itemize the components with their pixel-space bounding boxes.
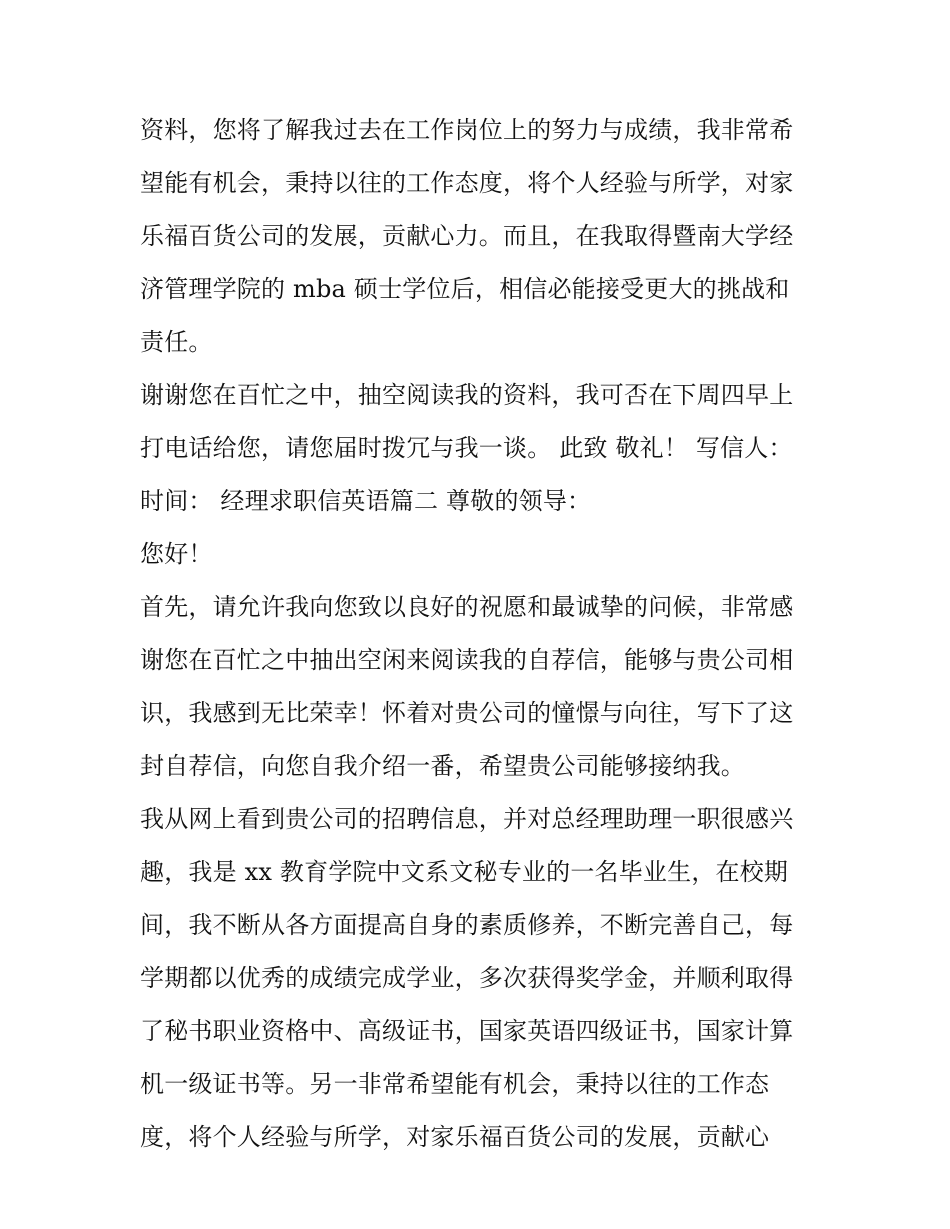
text-line: 封自荐信，向您自我介绍一番，希望贵公司能够接纳我。 [140,752,745,780]
text-line: 责任。 [140,328,213,356]
text-line: 时间： 经理求职信英语篇二 尊敬的领导： [140,487,592,515]
text-line: 资料，您将了解我过去在工作岗位上的努力与成绩，我非常希 [140,116,794,144]
text-line: 机一级证书等。另一非常希望能有机会，秉持以往的工作态 [140,1070,770,1098]
text-line: 您好！ [140,540,213,568]
text-line: 间，我不断从各方面提高自身的素质修养，不断完善自己，每 [140,911,794,939]
text-line: 趣，我是 xx 教育学院中文系文秘专业的一名毕业生，在校期 [140,858,789,886]
text-line: 乐福百货公司的发展，贡献心力。而且，在我取得暨南大学经 [140,222,794,250]
text-line: 谢谢您在百忙之中，抽空阅读我的资料，我可否在下周四早上 [140,381,794,409]
text-line: 济管理学院的 mba 硕士学位后，相信必能接受更大的挑战和 [140,275,790,303]
text-line: 识，我感到无比荣幸！怀着对贵公司的憧憬与向往，写下了这 [140,699,794,727]
text-line: 望能有机会，秉持以往的工作态度，将个人经验与所学，对家 [140,169,794,197]
text-line: 学期都以优秀的成绩完成学业，多次获得奖学金，并顺利取得 [140,964,794,992]
text-line: 了秘书职业资格中、高级证书，国家英语四级证书，国家计算 [140,1017,794,1045]
text-line: 谢您在百忙之中抽出空闲来阅读我的自荐信，能够与贵公司相 [140,646,794,674]
text-line: 首先，请允许我向您致以良好的祝愿和最诚挚的问候，非常感 [140,593,794,621]
text-line: 我从网上看到贵公司的招聘信息，并对总经理助理一职很感兴 [140,805,794,833]
text-line: 度，将个人经验与所学，对家乐福百货公司的发展，贡献心 [140,1123,770,1151]
text-line: 打电话给您，请您届时拨冗与我一谈。 此致 敬礼！ 写信人： [140,434,793,462]
letter-body [140,104,820,1164]
